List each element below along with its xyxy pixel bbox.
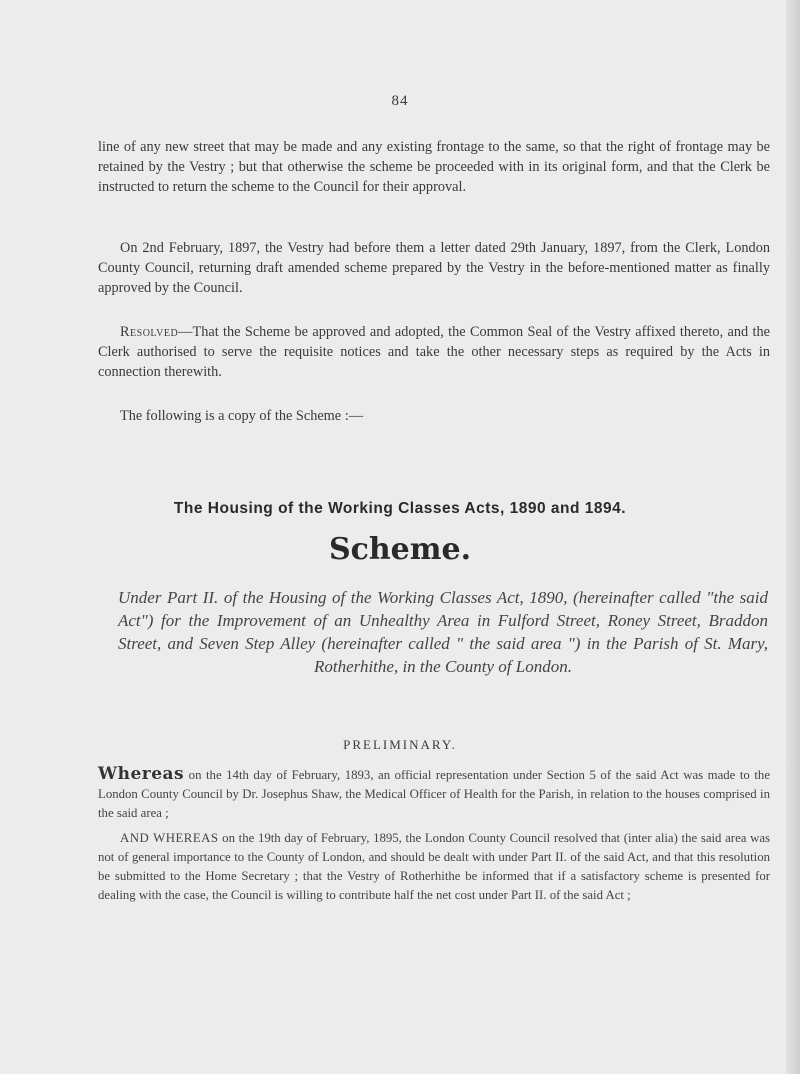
scheme-title: Under Part II. of the Housing of the Working Classes Act, 1890, (hereinafter called "the said Act") for the Improvement of an Unhealthy Area in Fulford Street, Roney Street, Braddon Street, and Seven Step Alley (hereinafter called " the said area ") in the Parish of St. Mary, Rotherhithe, in the County of London. xyxy=(118,588,768,676)
paragraph-resolved xyxy=(98,322,770,382)
and-whereas-text: on the 19th day of February, 1895, the London County Council resolved that (inter alia) the said area was not of general importance to the County of London, and should be dealt with under Part II. of the said Act, and that this resolution be submitted to the Home Secretary ; that the Vestry of Rotherhithe be informed that if a satisfactory scheme is presented for dealing with the case, the Council is willing to contribute half the net cost under Part II. of the said Act ; xyxy=(98,831,770,902)
paragraph-text: line of any new street that may be made and any existing frontage to the same, so that the right of frontage may be retained by the Vestry ; but that otherwise the scheme be proceeded with in its original form, and that the Clerk be instructed to return the scheme to the Council for their approval. xyxy=(98,139,770,195)
acts-heading: The Housing of the Working Classes Acts, 1890 and 1894. xyxy=(173,500,627,517)
page-number: 84 xyxy=(391,93,409,109)
paragraph-text: The following is a copy of the Scheme :— xyxy=(120,408,363,424)
paragraph-text: On 2nd February, 1897, the Vestry had before them a letter dated 29th January, 1897, from the Clerk, London County Council, returning draft amended scheme prepared by the Vestry in the before-mentioned matter as finally approved by the Council. xyxy=(98,240,770,296)
paragraph-text xyxy=(98,322,770,382)
resolved-text: —That the Scheme be approved and adopted, the Common Seal of the Vestry affixed thereto, and the Clerk authorised to serve the requisite notices and take the other necessary steps as required by the Acts in connection therewith. xyxy=(98,324,770,380)
paragraph-letter xyxy=(98,238,770,298)
and-whereas-paragraph xyxy=(98,829,770,905)
page-edge-shadow xyxy=(786,0,800,1074)
whereas-text: on the 14th day of February, 1893, an official representation under Section 5 of the said Act was made to the London County Council by Dr. Josephus Shaw, the Medical Officer of Health for the Parish, in relation to the houses comprised in the said area ; xyxy=(98,768,770,820)
paragraph-frontage xyxy=(98,137,770,197)
scheme-heading: Scheme. xyxy=(328,532,472,567)
whereas-word: Whereas xyxy=(98,764,185,784)
paragraph-following xyxy=(98,406,770,426)
whereas-section xyxy=(98,765,770,905)
whereas-paragraph xyxy=(98,765,770,823)
resolved-label: Resolved xyxy=(120,324,179,340)
and-whereas-label: AND WHEREAS xyxy=(120,831,219,845)
preliminary-heading: PRELIMINARY. xyxy=(343,737,457,752)
